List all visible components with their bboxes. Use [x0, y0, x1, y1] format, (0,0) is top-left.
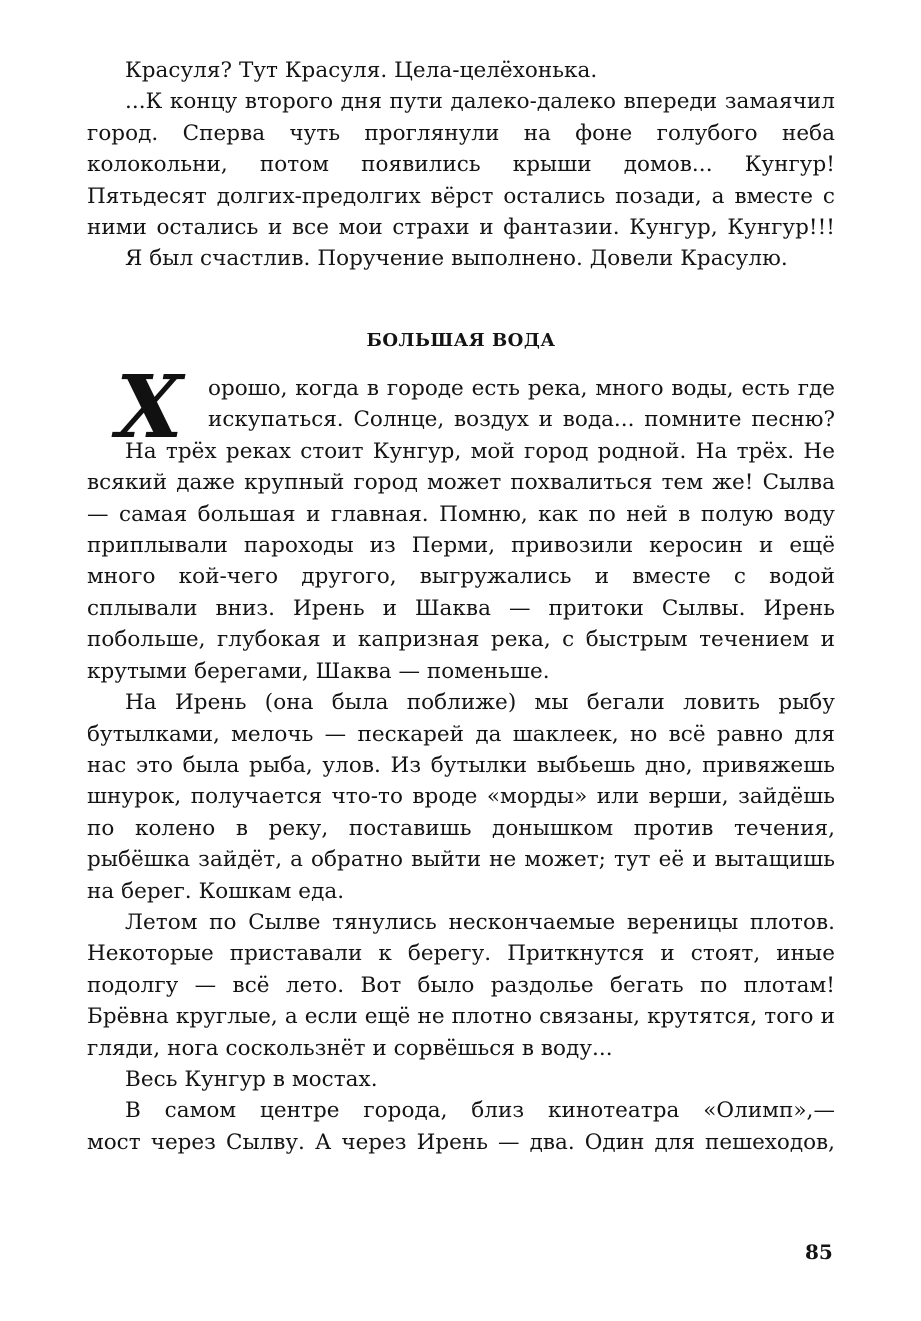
paragraph-olimp-line-2: мост через Сылву. А через Ирень — два. Один для пешеходов, [87, 1129, 835, 1155]
paragraph-krasulya: Красуля? Тут Красуля. Цела-целёхонька. [125, 58, 598, 83]
paragraph-rafts: Летом по Сылве тянулись нескончаемые вереницы плотов. Некоторые приставали к берегу. Приткнутся и стоят, иные подолгу — всё лето. Вот было раздолье бегать по плотам! Брёвна круглые, а если ещё не плотно связаны, крутятся, того и гляди, нога соскользнёт и сорвёшься в воду... [87, 909, 835, 1061]
paragraph-olimp-line-1: В самом центре города, близ кинотеатра «Олимп»,— [125, 1098, 835, 1124]
book-page [87, 55, 835, 1158]
chapter-opening [87, 356, 835, 458]
paragraph-three-rivers: На трёх реках стоит Кунгур, мой город родной. На трёх. Не всякий даже крупный город может похвалиться тем же! Сылва — самая большая и главная. Помню, как по ней в полую воду приплывали пароходы из Перми, привозили керосин и ещё много кой-чего другого, выгружались и вместе с водой сплывали вниз. Ирень и Шаква — притоки Сылвы. Ирень побольше, глубокая и капризная река, с быстрым течением и крутыми берегами, Шаква — поменьше. [87, 438, 835, 684]
chapter-title: БОЛЬШАЯ ВОДА [366, 329, 556, 351]
dropcap-line-1: орошо, когда в городе есть река, много воды, есть где [208, 375, 835, 401]
page-number: 85 [805, 1240, 833, 1264]
paragraph-fishing: На Ирень (она была поближе) мы бегали ловить рыбу бутылками, мелочь — пескарей да шаклеек, но всё равно для нас это была рыба, улов. Из бутылки выбьешь дно, привяжешь шнурок, получается что-то вроде «морды» или верши, зайдёшь по колено в реку, поставишь донышком против течения, рыбёшка зайдёт, а обратно выйти не может; тут её и вытащишь на берег. Кошкам еда. [87, 690, 835, 904]
paragraph-bridges: Весь Кунгур в мостах. [125, 1066, 378, 1092]
paragraph-happy: Я был счастлив. Поручение выполнено. Довели Красулю. [125, 246, 788, 272]
dropcap-line-2: искупаться. Солнце, воздух и вода... помните песню? [208, 407, 835, 433]
drop-cap-letter: Х [116, 356, 183, 458]
paragraph-kungur-arrival: ...К концу второго дня пути далеко-далеко впереди замаячил город. Сперва чуть проглянули на фоне голубого неба колокольни, потом появились крыши домов... Кунгур! Пятьдесят долгих-предолгих вёрст остались позади, а вместе с ними остались и все мои страхи и фантазии. Кунгур, Кунгур!!! [87, 89, 835, 241]
